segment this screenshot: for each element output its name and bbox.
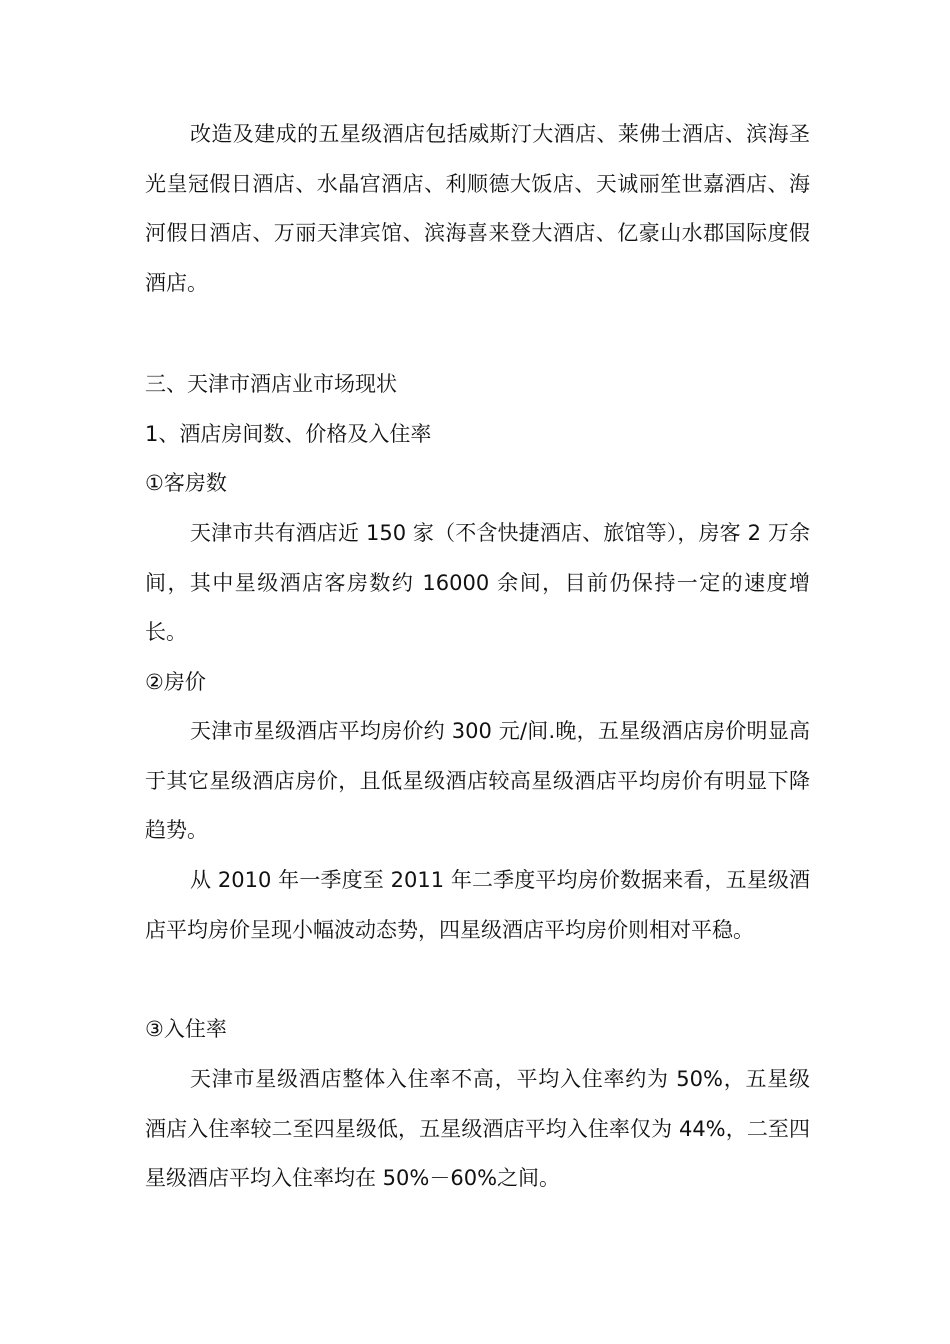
paragraph-room-price-average: 天津市星级酒店平均房价约 300 元/间.晚，五星级酒店房价明显高于其它星级酒店房价，且低星级酒店较高星级酒店平均房价有明显下降趋势。 bbox=[145, 719, 810, 842]
item-heading-room-count: ①客房数 bbox=[145, 471, 227, 495]
subsection-heading-rooms-price-occupancy: 1、酒店房间数、价格及入住率 bbox=[145, 422, 432, 446]
item-heading-room-price: ②房价 bbox=[145, 670, 206, 694]
paragraph-room-count: 天津市共有酒店近 150 家（不含快捷酒店、旅馆等），房客 2 万余间，其中星级酒店客房数约 16000 余间，目前仍保持一定的速度增长。 bbox=[145, 521, 810, 644]
item-heading-occupancy: ③入住率 bbox=[145, 1017, 227, 1041]
paragraph-room-price-trend: 从 2010 年一季度至 2011 年二季度平均房价数据来看，五星级酒店平均房价呈现小幅波动态势，四星级酒店平均房价则相对平稳。 bbox=[145, 868, 810, 942]
paragraph-five-star-hotels: 改造及建成的五星级酒店包括威斯汀大酒店、莱佛士酒店、滨海圣光皇冠假日酒店、水晶宫酒店、利顺德大饭店、天诚丽笙世嘉酒店、海河假日酒店、万丽天津宾馆、滨海喜来登大酒店、亿豪山水郡国际度假酒店。 bbox=[145, 122, 810, 295]
section-heading-market-status: 三、天津市酒店业市场现状 bbox=[145, 372, 397, 396]
paragraph-occupancy: 天津市星级酒店整体入住率不高，平均入住率约为 50%，五星级酒店入住率较二至四星级低，五星级酒店平均入住率仅为 44%，二至四星级酒店平均入住率均在 50%－60%之间。 bbox=[145, 1067, 810, 1190]
